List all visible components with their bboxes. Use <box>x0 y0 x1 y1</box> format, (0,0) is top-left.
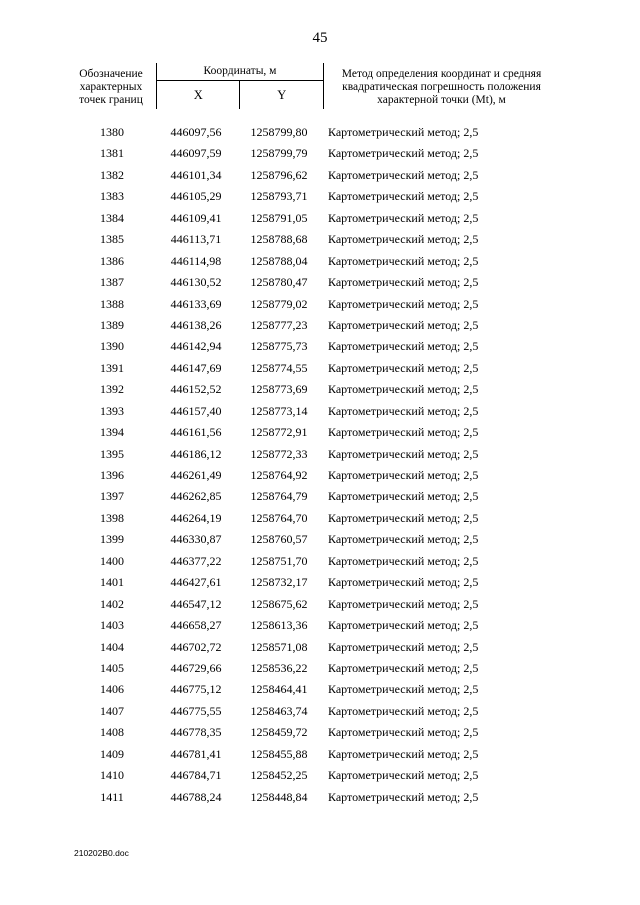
point-number: 1409 <box>100 746 124 761</box>
coord-y: 1258764,79 <box>250 489 308 504</box>
point-number: 1397 <box>100 489 124 504</box>
method-cell: Картометрический метод; 2,5 <box>328 403 479 418</box>
coord-y: 1258613,36 <box>250 618 308 633</box>
coord-x: 446262,85 <box>170 489 222 504</box>
table-row <box>0 444 640 465</box>
header-x: X <box>157 81 240 110</box>
coord-y: 1258760,57 <box>250 532 308 547</box>
table-row <box>0 379 640 400</box>
point-number: 1407 <box>100 703 124 718</box>
table-row <box>0 401 640 422</box>
coord-x: 446729,66 <box>170 660 222 675</box>
method-cell: Картометрический метод; 2,5 <box>328 660 479 675</box>
point-number: 1405 <box>100 660 124 675</box>
point-number: 1410 <box>100 768 124 783</box>
table-row <box>0 787 640 808</box>
coord-y: 1258732,17 <box>250 575 308 590</box>
coord-x: 446109,41 <box>170 210 222 225</box>
table-row <box>0 551 640 572</box>
point-number: 1383 <box>100 189 124 204</box>
coord-x: 446097,56 <box>170 125 222 139</box>
table-row <box>0 529 640 550</box>
coord-x: 446781,41 <box>170 746 222 761</box>
coord-x: 446784,71 <box>170 768 222 783</box>
coord-x: 446186,12 <box>170 446 222 461</box>
point-number: 1389 <box>100 317 124 332</box>
coord-x: 446778,35 <box>170 725 222 740</box>
method-cell: Картометрический метод; 2,5 <box>328 275 479 290</box>
method-cell: Картометрический метод; 2,5 <box>328 317 479 332</box>
method-cell: Картометрический метод; 2,5 <box>328 510 479 525</box>
point-number: 1411 <box>100 789 124 804</box>
point-number: 1408 <box>100 725 124 740</box>
method-cell: Картометрический метод; 2,5 <box>328 125 479 139</box>
table-row <box>0 722 640 743</box>
point-number: 1392 <box>100 382 124 397</box>
coord-y: 1258799,80 <box>250 125 308 139</box>
coord-x: 446147,69 <box>170 360 222 375</box>
table-row <box>0 165 640 186</box>
page-number: 45 <box>312 30 328 46</box>
table-row <box>0 508 640 529</box>
point-number: 1382 <box>100 167 124 182</box>
method-cell: Картометрический метод; 2,5 <box>328 746 479 761</box>
method-cell: Картометрический метод; 2,5 <box>328 382 479 397</box>
method-cell: Картометрический метод; 2,5 <box>328 425 479 440</box>
point-number: 1380 <box>100 125 124 139</box>
table-row <box>0 637 640 658</box>
table-row <box>0 744 640 765</box>
coord-x: 446105,29 <box>170 189 222 204</box>
coord-y: 1258459,72 <box>250 725 308 740</box>
coord-x: 446138,26 <box>170 317 222 332</box>
table-row <box>0 272 640 293</box>
point-number: 1398 <box>100 510 124 525</box>
coord-x: 446775,12 <box>170 682 222 697</box>
coord-x: 446142,94 <box>170 339 222 354</box>
table-header <box>66 63 559 109</box>
coordinates-table-body <box>0 122 640 808</box>
coord-x: 446097,59 <box>170 146 222 161</box>
coord-x: 446788,24 <box>170 789 222 804</box>
point-number: 1400 <box>100 553 124 568</box>
coord-y: 1258774,55 <box>250 360 308 375</box>
coord-y: 1258571,08 <box>250 639 308 654</box>
method-cell: Картометрический метод; 2,5 <box>328 532 479 547</box>
coord-x: 446157,40 <box>170 403 222 418</box>
header-y: Y <box>240 81 324 110</box>
coord-y: 1258779,02 <box>250 296 308 311</box>
point-number: 1393 <box>100 403 124 418</box>
method-cell: Картометрический метод; 2,5 <box>328 296 479 311</box>
coord-x: 446330,87 <box>170 532 222 547</box>
coord-x: 446113,71 <box>170 232 222 247</box>
coord-x: 446101,34 <box>170 167 222 182</box>
method-cell: Картометрический метод; 2,5 <box>328 189 479 204</box>
method-cell: Картометрический метод; 2,5 <box>328 253 479 268</box>
method-cell: Картометрический метод; 2,5 <box>328 446 479 461</box>
coord-y: 1258772,33 <box>250 446 308 461</box>
table-row <box>0 765 640 786</box>
method-cell: Картометрический метод; 2,5 <box>328 618 479 633</box>
coord-y: 1258777,23 <box>250 317 308 332</box>
point-number: 1404 <box>100 639 124 654</box>
coord-y: 1258452,25 <box>250 768 308 783</box>
table-row <box>0 208 640 229</box>
header-method: Метод определения координат и средняя квадратическая погрешность положения характерной точки (Mt), м <box>324 63 560 109</box>
method-cell: Картометрический метод; 2,5 <box>328 575 479 590</box>
method-cell: Картометрический метод; 2,5 <box>328 167 479 182</box>
point-number: 1399 <box>100 532 124 547</box>
method-cell: Картометрический метод; 2,5 <box>328 639 479 654</box>
table-row <box>0 186 640 207</box>
coord-y: 1258764,92 <box>250 468 308 482</box>
method-cell: Картометрический метод; 2,5 <box>328 146 479 161</box>
point-number: 1406 <box>100 682 124 697</box>
point-number: 1384 <box>100 210 124 225</box>
coord-x: 446775,55 <box>170 703 222 718</box>
coord-y: 1258773,69 <box>250 382 308 397</box>
point-number: 1391 <box>100 360 124 375</box>
method-cell: Картометрический метод; 2,5 <box>328 210 479 225</box>
method-cell: Картометрический метод; 2,5 <box>328 682 479 697</box>
coord-x: 446161,56 <box>170 425 222 440</box>
table-row <box>0 701 640 722</box>
table-row <box>0 422 640 443</box>
table-row <box>0 122 640 143</box>
point-number: 1386 <box>100 253 124 268</box>
coord-y: 1258448,84 <box>250 789 308 804</box>
coord-x: 446377,22 <box>170 553 222 568</box>
point-number: 1390 <box>100 339 124 354</box>
table-row <box>0 143 640 164</box>
table-row <box>0 358 640 379</box>
point-number: 1395 <box>100 446 124 461</box>
method-cell: Картометрический метод; 2,5 <box>328 468 479 482</box>
coord-y: 1258788,68 <box>250 232 308 247</box>
point-number: 1388 <box>100 296 124 311</box>
coord-x: 446152,52 <box>170 382 222 397</box>
table-row <box>0 229 640 250</box>
method-cell: Картометрический метод; 2,5 <box>328 553 479 568</box>
method-cell: Картометрический метод; 2,5 <box>328 360 479 375</box>
method-cell: Картометрический метод; 2,5 <box>328 232 479 247</box>
method-cell: Картометрический метод; 2,5 <box>328 703 479 718</box>
coord-y: 1258764,70 <box>250 510 308 525</box>
coord-x: 446114,98 <box>170 253 222 268</box>
coord-x: 446130,52 <box>170 275 222 290</box>
coord-x: 446427,61 <box>170 575 222 590</box>
coord-y: 1258796,62 <box>250 167 308 182</box>
footer-filename: 210202В0.doc <box>74 848 129 858</box>
method-cell: Картометрический метод; 2,5 <box>328 339 479 354</box>
method-cell: Картометрический метод; 2,5 <box>328 596 479 611</box>
coord-y: 1258536,22 <box>250 660 308 675</box>
coord-x: 446261,49 <box>170 468 222 482</box>
point-number: 1401 <box>100 575 124 590</box>
coord-x: 446702,72 <box>170 639 222 654</box>
method-cell: Картометрический метод; 2,5 <box>328 725 479 740</box>
coord-y: 1258799,79 <box>250 146 308 161</box>
table-row <box>0 679 640 700</box>
coord-y: 1258464,41 <box>250 682 308 697</box>
point-number: 1385 <box>100 232 124 247</box>
table-row <box>0 594 640 615</box>
point-number: 1394 <box>100 425 124 440</box>
point-number: 1387 <box>100 275 124 290</box>
coord-x: 446133,69 <box>170 296 222 311</box>
coord-y: 1258780,47 <box>250 275 308 290</box>
coord-y: 1258455,88 <box>250 746 308 761</box>
coord-y: 1258773,14 <box>250 403 308 418</box>
method-cell: Картометрический метод; 2,5 <box>328 789 479 804</box>
table-row <box>0 572 640 593</box>
point-number: 1402 <box>100 596 124 611</box>
coord-y: 1258791,05 <box>250 210 308 225</box>
method-cell: Картометрический метод; 2,5 <box>328 768 479 783</box>
header-coordinates: Координаты, м <box>157 63 324 81</box>
table-row <box>0 315 640 336</box>
table-row <box>0 658 640 679</box>
table-row <box>0 294 640 315</box>
method-cell: Картометрический метод; 2,5 <box>328 489 479 504</box>
header-point-designation: Обозначение характерных точек границ <box>66 63 157 109</box>
table-row <box>0 615 640 636</box>
coord-x: 446658,27 <box>170 618 222 633</box>
coord-x: 446264,19 <box>170 510 222 525</box>
table-row <box>0 465 640 486</box>
coord-y: 1258793,71 <box>250 189 308 204</box>
point-number: 1403 <box>100 618 124 633</box>
coord-y: 1258775,73 <box>250 339 308 354</box>
coord-y: 1258788,04 <box>250 253 308 268</box>
coord-y: 1258772,91 <box>250 425 308 440</box>
table-row <box>0 251 640 272</box>
coord-y: 1258463,74 <box>250 703 308 718</box>
point-number: 1381 <box>100 146 124 161</box>
coord-y: 1258675,62 <box>250 596 308 611</box>
point-number: 1396 <box>100 468 124 482</box>
coord-y: 1258751,70 <box>250 553 308 568</box>
coord-x: 446547,12 <box>170 596 222 611</box>
table-row <box>0 336 640 357</box>
table-row <box>0 486 640 507</box>
